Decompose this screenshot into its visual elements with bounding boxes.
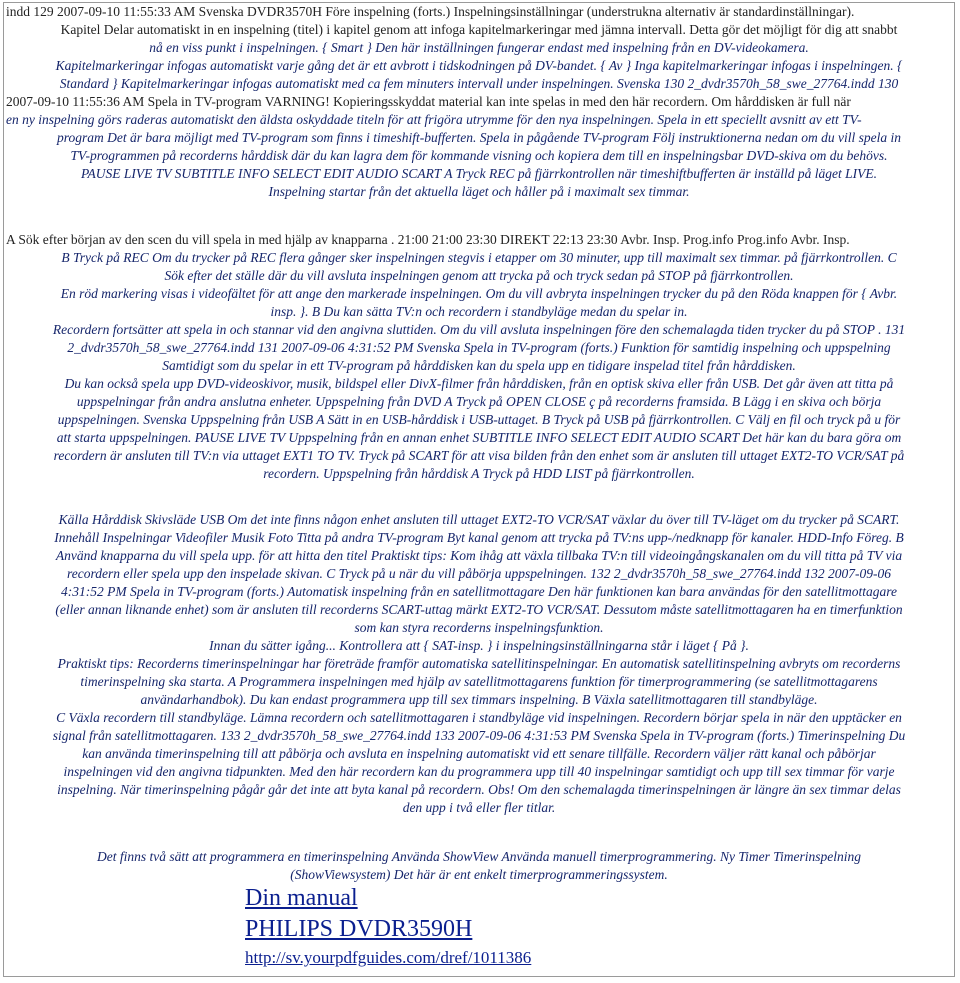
text-line: den upp i två eller fler titlar. <box>402 800 556 815</box>
text-line: recordern eller spela upp den inspelade skivan. C Tryck på u när du vill påbörja uppspelningen. 132 2_dvdr3570h_58_swe_27764.indd 132 2007-09-06 <box>67 566 891 581</box>
text-line: Du kan också spela upp DVD-videoskivor, musik, bildspel eller DivX-filmer från hårddisken, från en optisk skiva eller från USB. Det går även att titta på <box>64 376 894 391</box>
paragraph-recording-steps <box>4 231 954 483</box>
paragraph-playback-and-satellite <box>4 511 954 817</box>
text-line: som kan styra recorderns inspelningsfunktion. <box>354 620 604 635</box>
text-line: användarhandbok). Du kan endast programmera upp till sex timmars inspelning. B Växla satellitmottagaren till standbyläge. <box>140 692 818 707</box>
text-line: insp. }. B Du kan sätta TV:n och recordern i standbyläge medan du spelar in. <box>270 304 688 319</box>
paragraph-timer-programming <box>4 848 954 884</box>
text-line: inspelning. När timerinspelning pågår går det inte att byta kanal på recordern. Obs! Om den schemalagda timerinspelningen är längre än sex timmar delas <box>57 782 901 797</box>
text-line: indd 129 2007-09-10 11:55:33 AM Svenska DVDR3570H Före inspelning (forts.) Inspelningsinställningar (understrukna alternativ är standardinställningar). <box>6 4 855 19</box>
product-link[interactable]: PHILIPS DVDR3590H <box>245 916 473 942</box>
text-line: timerinspelning ska starta. A Programmera inspelningen med hjälp av satellitmottagarens funktion för timerprogrammering (se satellitmottagarens <box>80 674 878 689</box>
text-line: C Växla recordern till standbyläge. Lämna recordern och satellitmottagaren i standbyläge vid inspelningen. Recordern börjar spela in när den upptäcker en <box>56 710 902 725</box>
text-line: en ny inspelning görs raderas automatiskt den äldsta oskyddade titeln för att frigöra utrymme för den nya inspelningen. Spela in ett speciellt avsnitt av ett TV- <box>6 112 862 127</box>
text-line: Standard } Kapitelmarkeringar infogas automatiskt med ca fem minuters intervall under inspelningen. Svenska 130 2_dvdr3570h_58_swe_27764.indd 130 <box>59 76 899 91</box>
text-line: (ShowViewsystem) Det här är ent enkelt timerprogrammeringssystem. <box>290 867 668 882</box>
text-line: TV-programmen på recorderns hårddisk där du kan lagra dem för kommande visning och kopiera dem till en inspelningsbar DVD-skiva om du behövs. <box>70 148 888 163</box>
text-line: kan använda timerinspelning till att påbörja och avsluta en inspelning automatiskt vid ett senare tillfälle. Recordern väljer rätt kanal och påbörjar <box>82 746 876 761</box>
text-line: PAUSE LIVE TV SUBTITLE INFO SELECT EDIT AUDIO SCART A Tryck REC på fjärrkontrollen när timeshiftbufferten är inställd på läget LIVE. <box>81 166 877 181</box>
text-line: 4:31:52 PM Spela in TV-program (forts.) Automatisk inspelning från en satellitmottagare Den här funktionen kan bara användas för den satellitmottagare <box>61 584 897 599</box>
text-line: att starta uppspelningen. PAUSE LIVE TV Uppspelning från en annan enhet SUBTITLE INFO SELECT EDIT AUDIO SCART Det här kan du bara göra om <box>56 430 902 445</box>
text-line: Kapitelmarkeringar infogas automatiskt varje gång det är ett avbrott i tidskodningen på DV-bandet. { Av } Inga kapitelmarkeringar infogas i inspelningen. { <box>55 58 903 73</box>
text-line: A Sök efter början av den scen du vill spela in med hjälp av knapparna . 21:00 21:00 23:30 DIREKT 22:13 23:30 Avbr. Insp. Prog.info Prog.info Avbr. Insp. <box>6 232 850 247</box>
text-line: uppspelningar från andra anslutna enheter. Uppspelning från DVD A Tryck på OPEN CLOSE ç på recorderns framsida. B Lägg i en skiva och börja <box>76 394 882 409</box>
text-line: program Det är bara möjligt med TV-program som finns i timeshift-bufferten. Spela in pågående TV-program Följ instruktionerna nedan om du vill spela in <box>56 130 902 145</box>
text-line: inspelningen vid den angivna tidpunkten. Med den här recordern kan du programmera upp till 40 inspelningar samtidigt och upp till sex timmar för varje <box>63 764 895 779</box>
text-line: 2007-09-10 11:55:36 AM Spela in TV-program VARNING! Kopieringsskyddat material kan inte spelas in med den här recordern. Om hårddisken är full när <box>6 94 851 109</box>
text-line: Innehåll Inspelningar Videofiler Musik Foto Titta på andra TV-program Byt kanal genom att trycka på TV:ns upp-/nedknapp för kanaler. HDD-Info Föreg. B <box>54 530 904 545</box>
paragraph-recording-settings <box>4 3 954 201</box>
text-line: Kapitel Delar automatiskt in en inspelning (titel) i kapitel genom att infoga kapitelmarkeringar med jämna intervall. Detta gör det möjligt för dig att snabbt <box>60 22 898 37</box>
text-line: Inspelning startar från det aktuella läget och håller på i maximalt sex timmar. <box>268 184 690 199</box>
text-line: En röd markering visas i videofältet för att ange den markerade inspelningen. Om du vill avbryta inspelningen trycker du på den Röda knappen för { Avbr. <box>60 286 898 301</box>
text-line: Använd knapparna du vill spela upp. för att hitta den titel Praktiskt tips: Kom ihåg att växla tillbaka TV:n till videoingångskanalen om du vill titta på TV via <box>55 548 903 563</box>
text-line: Innan du sätter igång... Kontrollera att { SAT-insp. } i inspelningsinställningarna står i läget { På }. <box>209 638 749 653</box>
manual-links <box>245 883 531 969</box>
text-line: Praktiskt tips: Recorderns timerinspelningar har företräde framför automatiska satellitinspelningar. En automatisk satellitinspelning avbryts om recorderns <box>57 656 901 671</box>
text-line: signal från satellitmottagaren. 133 2_dvdr3570h_58_swe_27764.indd 133 2007-09-06 4:31:53 PM Svenska Spela in TV-program (forts.) Timerinspelning Du <box>52 728 906 743</box>
text-line: Det finns två sätt att programmera en timerinspelning Använda ShowView Använda manuell timerprogrammering. Ny Timer Timerinspelning <box>97 849 861 864</box>
text-line: Samtidigt som du spelar in ett TV-program på hårddisken kan du spela upp en tidigare inspelad titel från hårddisken. <box>162 358 796 373</box>
text-line: B Tryck på REC Om du trycker på REC flera gånger sker inspelningen stegvis i etapper om 30 minuter, upp till maximalt sex timmar. på fjärrkontrollen. C <box>61 250 897 265</box>
text-line: uppspelningen. Svenska Uppspelning från USB A Sätt in en USB-hårddisk i USB-uttaget. B Tryck på USB på fjärrkontrollen. C Välj en fil och tryck på u för <box>57 412 901 427</box>
text-line: recordern. Uppspelning från hårddisk A Tryck på HDD LIST på fjärrkontrollen. <box>263 466 695 481</box>
text-line: Sök efter det ställe där du vill avsluta inspelningen genom att trycka på och tryck sedan på STOP på fjärrkontrollen. <box>164 268 794 283</box>
manual-link[interactable]: Din manual <box>245 885 358 911</box>
document-page <box>3 2 955 977</box>
text-line: Källa Hårddisk Skivsläde USB Om det inte finns någon enhet ansluten till uttaget EXT2-TO VCR/SAT växlar du över till TV-läget om du trycker på SCART. <box>58 512 900 527</box>
text-line: nå en viss punkt i inspelningen. { Smart } Den här inställningen fungerar endast med inspelning från en DV-videokamera. <box>149 40 809 55</box>
text-line: Recordern fortsätter att spela in och stannar vid den angivna sluttiden. Om du vill avsluta inspelningen före den schemalagda tiden trycker du på STOP . 131 <box>52 322 906 337</box>
url-link[interactable]: http://sv.yourpdfguides.com/dref/1011386 <box>245 948 532 967</box>
text-line: (eller annan liknande enhet) som är ansluten till recorderns SCART-uttag märkt EXT2-TO VCR/SAT. Dessutom måste satellitmottagaren ha en timerfunktion <box>55 602 903 617</box>
text-line: recordern är ansluten till TV:n via uttaget EXT1 TO TV. Tryck på SCART för att visa bilden från den enhet som är ansluten till uttaget EXT2-TO VCR/SAT på <box>53 448 905 463</box>
text-line: 2_dvdr3570h_58_swe_27764.indd 131 2007-09-06 4:31:52 PM Svenska Spela in TV-program (forts.) Funktion för samtidig inspelning och uppspelning <box>67 340 891 355</box>
